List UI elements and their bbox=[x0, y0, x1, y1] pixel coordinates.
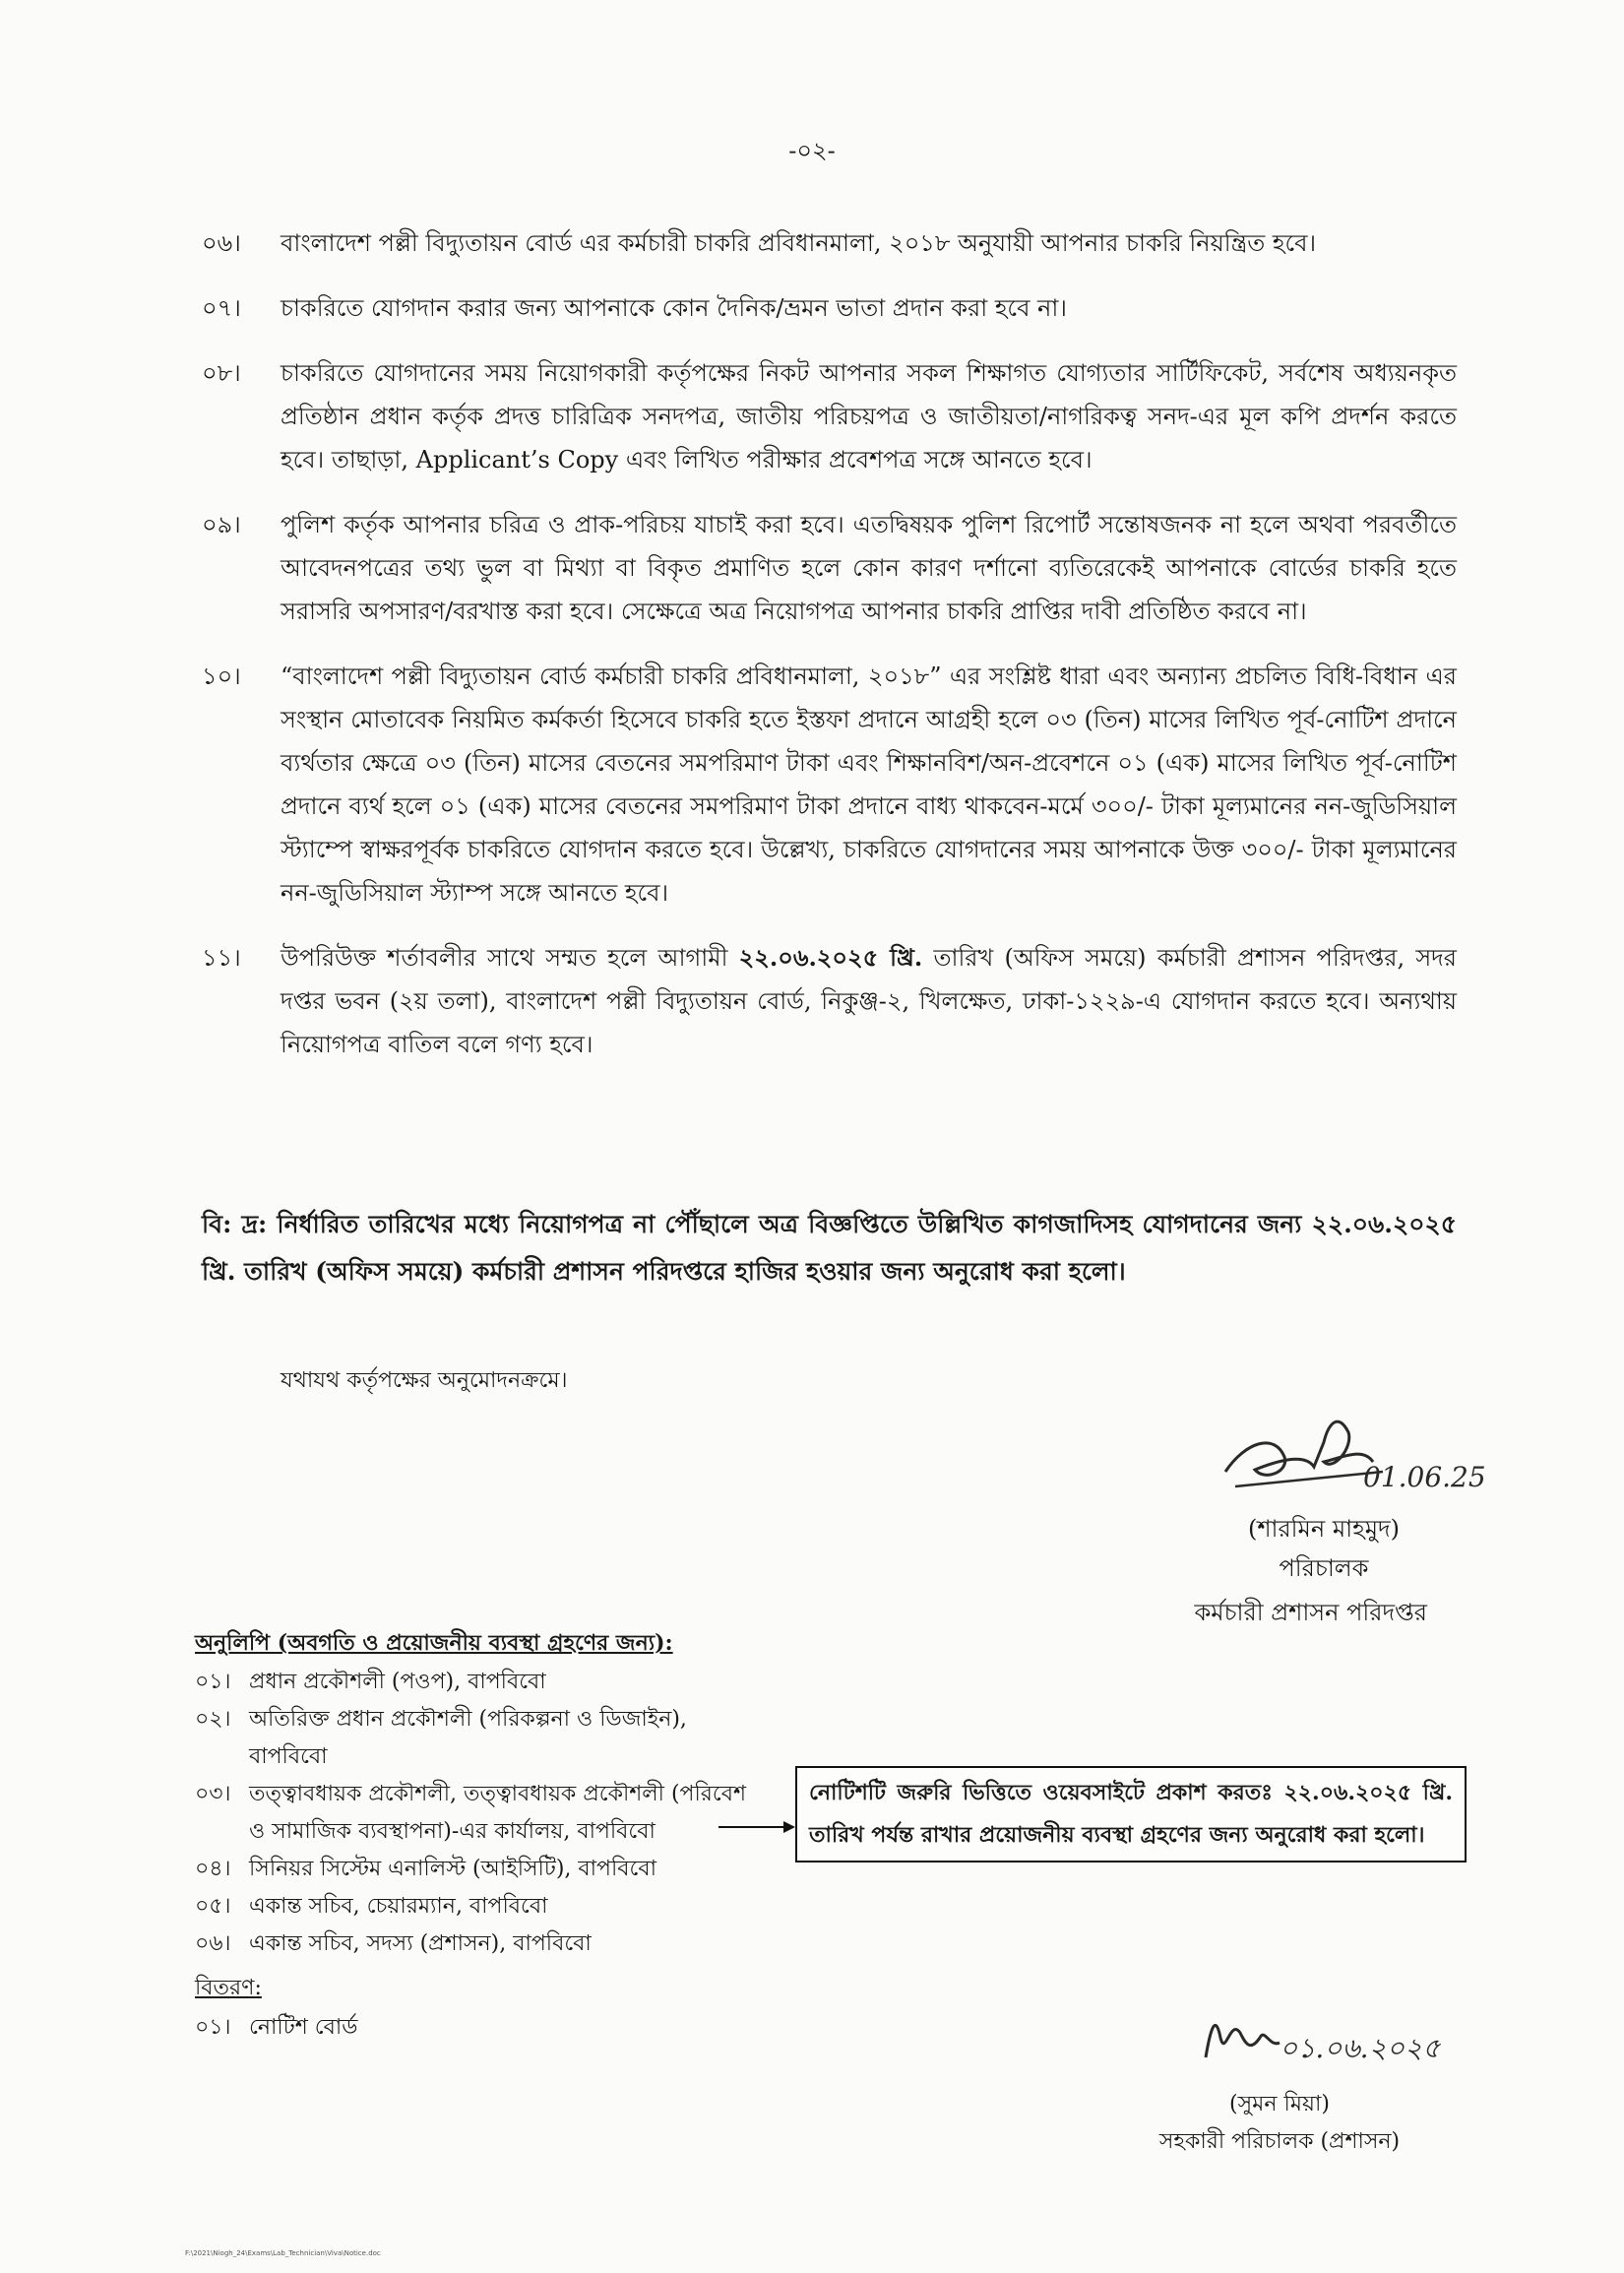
approval-line: যথাযথ কর্তৃপক্ষের অনুমোদনক্রমে। bbox=[281, 1368, 568, 1393]
list-item bbox=[202, 286, 1457, 330]
item-text bbox=[281, 936, 1457, 1066]
list-item bbox=[195, 1664, 746, 1701]
copy-text: অতিরিক্ত প্রধান প্রকৌশলী (পরিকল্পনা ও ডিজাইন), বাপবিবো bbox=[249, 1707, 687, 1769]
list-item bbox=[195, 1701, 746, 1776]
list-item bbox=[202, 351, 1457, 481]
special-note: বি: দ্র: নির্ধারিত তারিখের মধ্যে নিয়োগপত্র না পৌঁছালে অত্র বিজ্ঞপ্তিতে উল্লিখিত কাগজাদিসহ যোগদানের জন্য ২২.০৬.২০২৫ খ্রি. তারিখ (অফিস সময়ে) কর্মচারী প্রশাসন পরিদপ্তরে হাজির হওয়ার জন্য অনুরোধ করা হলো। bbox=[202, 1210, 1457, 1286]
signatory-title: সহকারী পরিচালক (প্রশাসন) bbox=[1158, 2129, 1401, 2154]
item-number: ০৬। bbox=[202, 229, 241, 257]
list-item bbox=[195, 2008, 357, 2048]
item-number: ০৭। bbox=[202, 294, 241, 322]
item-number: ১১। bbox=[202, 944, 241, 972]
distribution-heading: বিতরণ: bbox=[195, 1976, 262, 2000]
item-text: চাকরিতে যোগদান করার জন্য আপনাকে কোন দৈনিক/ভ্রমন ভাতা প্রদান করা হবে না। bbox=[281, 294, 1067, 322]
list-item bbox=[202, 936, 1457, 1066]
list-item bbox=[202, 221, 1457, 265]
item-number: ১০। bbox=[202, 663, 241, 690]
copy-number: ০৩। bbox=[195, 1782, 231, 1806]
item-text-before: উপরিউক্ত শর্তাবলীর সাথে সম্মত হলে আগামী bbox=[281, 944, 739, 972]
item-number: ০৯। bbox=[202, 511, 241, 538]
signatory-name: (শারমিন মাহমুদ) bbox=[1247, 1515, 1401, 1543]
distribution-text: নোটিশ বোর্ড bbox=[249, 2015, 358, 2040]
list-item bbox=[195, 1776, 746, 1851]
signature-sumon bbox=[1112, 1998, 1447, 2077]
copy-number: ০২। bbox=[195, 1707, 231, 1732]
distribution-section bbox=[195, 1969, 357, 2048]
signatory-director bbox=[1102, 1403, 1486, 1644]
copy-text: একান্ত সচিব, চেয়ারম্যান, বাপবিবো bbox=[249, 1894, 548, 1919]
page-number: -০২- bbox=[788, 137, 836, 164]
copy-text: তত্ত্বাবধায়ক প্রকৌশলী, তত্ত্বাবধায়ক প্রকৌশলী (পরিবেশ ও সামাজিক ব্যবস্থাপনা)-এর কার্যালয়, বাপবিবো bbox=[249, 1782, 746, 1844]
copies-heading: অনুলিপি (অবগতি ও প্রয়োজনীয় ব্যবস্থা গ্রহণের জন্য): bbox=[195, 1630, 673, 1656]
copies-section bbox=[195, 1624, 746, 1963]
copy-number: ০৫। bbox=[195, 1894, 231, 1919]
copy-text: প্রধান প্রকৌশলী (পওপ), বাপবিবো bbox=[249, 1670, 546, 1694]
item-text: চাকরিতে যোগদানের সময় নিয়োগকারী কর্তৃপক্ষের নিকট আপনার সকল শিক্ষাগত যোগ্যতার সার্টিফিকেট, সর্বশেষ অধ্যয়নকৃত প্রতিষ্ঠান প্রধান কর্তৃক প্রদত্ত চারিত্রিক সনদপত্র, জাতীয় পরিচয়পত্র ও জাতীয়তা/নাগরিকত্ব সনদ-এর মূল কপি প্রদর্শন করতে হবে। তাছাড়া, Applicant’s Copy এবং লিখিত পরীক্ষার প্রবেশপত্র সঙ্গে আনতে হবে। bbox=[281, 359, 1457, 474]
signatory-assistant-director bbox=[1112, 1998, 1447, 2154]
file-path-footer: F:\2021\Niogh_24\Exams\Lab_Technician\Viva\Notice.doc bbox=[185, 2249, 381, 2257]
arrow-right-icon bbox=[718, 1817, 795, 1837]
website-publish-note: নোটিশটি জরুরি ভিত্তিতে ওয়েবসাইটে প্রকাশ করতঃ ২২.০৬.২০২৫ খ্রি. তারিখ পর্যন্ত রাখার প্রয়োজনীয় ব্যবস্থা গ্রহণের জন্য অনুরোধ করা হলো। bbox=[795, 1766, 1467, 1863]
copy-text: একান্ত সচিব, সদস্য (প্রশাসন), বাপবিবো bbox=[249, 1931, 592, 1956]
conditions-list bbox=[202, 221, 1457, 1088]
joining-date: ২২.০৬.২০২৫ খ্রি. bbox=[738, 943, 923, 972]
signature-sharmin bbox=[1216, 1403, 1486, 1511]
distribution-number: ০১। bbox=[195, 2015, 231, 2040]
list-item bbox=[202, 655, 1457, 915]
item-text: পুলিশ কর্তৃক আপনার চরিত্র ও প্রাক-পরিচয় যাচাই করা হবে। এতদ্বিষয়ক পুলিশ রিপোর্ট সন্তোষজনক না হলে অথবা পরবর্তীতে আবেদনপত্রের তথ্য ভুল বা মিথ্যা বা বিকৃত প্রমাণিত হলে কোন কারণ দর্শানো ব্যতিরেকেই আপনাকে বোর্ডের চাকরি হতে সরাসরি অপসারণ/বরখাস্ত করা হবে। সেক্ষেত্রে অত্র নিয়োগপত্র আপনার চাকরি প্রাপ্তির দাবী প্রতিষ্ঠিত করবে না। bbox=[281, 511, 1457, 625]
list-item bbox=[195, 1926, 746, 1963]
list-item bbox=[195, 1851, 746, 1888]
copy-number: ০৪। bbox=[195, 1857, 231, 1881]
signatory-title: পরিচালক bbox=[1279, 1554, 1369, 1582]
item-text: “বাংলাদেশ পল্লী বিদ্যুতায়ন বোর্ড কর্মচারী চাকরি প্রবিধানমালা, ২০১৮” এর সংশ্লিষ্ট ধারা এবং অন্যান্য প্রচলিত বিধি-বিধান এর সংস্থান মোতাবেক নিয়মিত কর্মকর্তা হিসেবে চাকরি হতে ইস্তফা প্রদানে আগ্রহী হলে ০৩ (তিন) মাসের লিখিত পূর্ব-নোটিশ প্রদানে ব্যর্থতার ক্ষেত্রে ০৩ (তিন) মাসের বেতনের সমপরিমাণ টাকা এবং শিক্ষানবিশ/অন-প্রবেশনে ০১ (এক) মাসের লিখিত পূর্ব-নোটিশ প্রদানে ব্যর্থ হলে ০১ (এক) মাসের বেতনের সমপরিমাণ টাকা প্রদানে বাধ্য থাকবেন-মর্মে ৩০০/- টাকা মূল্যমানের নন-জুডিসিয়াল স্ট্যাম্পে স্বাক্ষরপূর্বক চাকরিতে যোগদান করতে হবে। উল্লেখ্য, চাকরিতে যোগদানের সময় আপনাকে উক্ত ৩০০/- টাকা মূল্যমানের নন-জুডিসিয়াল স্ট্যাম্প সঙ্গে আনতে হবে। bbox=[281, 663, 1457, 907]
copy-number: ০১। bbox=[195, 1670, 231, 1694]
copy-number: ০৬। bbox=[195, 1931, 231, 1956]
signature-date: 01.06.25 bbox=[1363, 1461, 1486, 1493]
item-number: ০৮। bbox=[202, 359, 241, 387]
signatory-name: (সুমন মিয়া) bbox=[1229, 2092, 1330, 2116]
signature-date: ০১.০৬.২০২৫ bbox=[1280, 2032, 1441, 2064]
list-item bbox=[202, 503, 1457, 633]
list-item bbox=[195, 1888, 746, 1926]
signatory-department: কর্মচারী প্রশাসন পরিদপ্তর bbox=[1194, 1599, 1427, 1626]
copy-text: সিনিয়র সিস্টেম এনালিস্ট (আইসিটি), বাপবিবো bbox=[249, 1857, 656, 1881]
item-text-after: তারিখ (অফিস সময়ে) কর্মচারী প্রশাসন পরিদপ্তর, সদর দপ্তর ভবন (২য় তলা), বাংলাদেশ পল্লী বিদ্যুতায়ন বোর্ড, নিকুঞ্জ-২, খিলক্ষেত, ঢাকা-১২২৯-এ যোগদান করতে হবে। অন্যথায় নিয়োগপত্র বাতিল বলে গণ্য হবে। bbox=[281, 944, 1457, 1058]
item-text: বাংলাদেশ পল্লী বিদ্যুতায়ন বোর্ড এর কর্মচারী চাকরি প্রবিধানমালা, ২০১৮ অনুযায়ী আপনার চাকরি নিয়ন্ত্রিত হবে। bbox=[281, 229, 1317, 257]
